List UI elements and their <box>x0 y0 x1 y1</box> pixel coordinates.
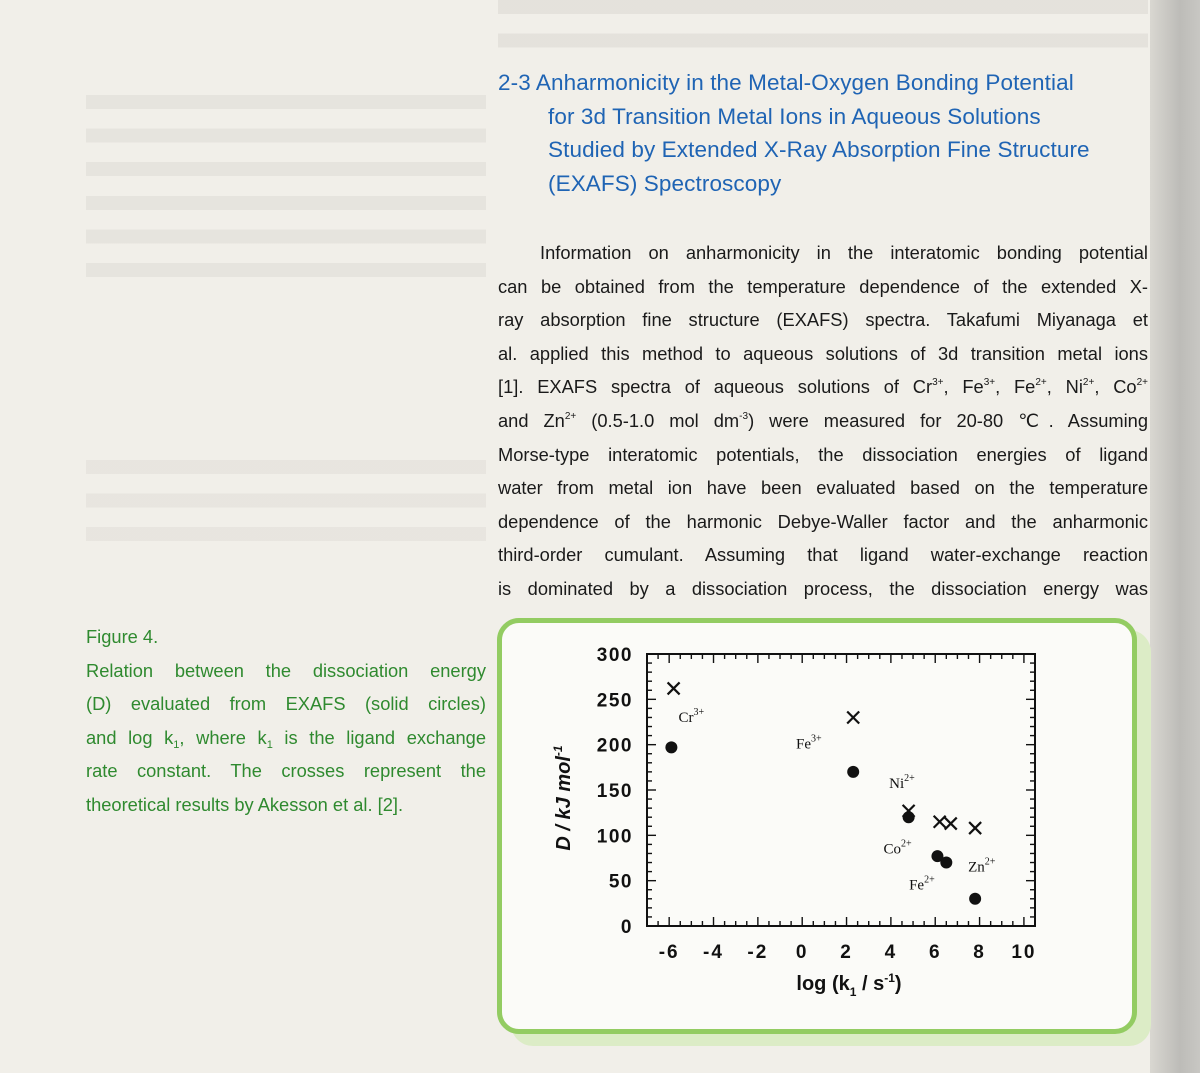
y-tick-label: 300 <box>596 645 633 666</box>
x-tick-label: 8 <box>973 942 986 963</box>
section-title-line-4: (EXAFS) Spectroscopy <box>548 170 782 196</box>
y-tick-label: 150 <box>596 781 633 802</box>
ion-label-sup: 3+ <box>811 733 822 745</box>
body-line-3: ray absorption fine structure (EXAFS) spectra. Takafumi Miyanaga et <box>498 309 1148 331</box>
x-tick-label: 2 <box>840 942 853 963</box>
x-axis-label <box>796 971 901 999</box>
body-line-6-text-b: (0.5-1.0 mol dm <box>576 409 740 431</box>
chart-labels <box>551 645 1036 999</box>
ion-label-base: Ni <box>889 776 905 793</box>
body-line-11: is dominated by a dissociation process, the dissociation energy was <box>498 577 1148 599</box>
x-tick-label: 4 <box>884 942 898 963</box>
ion-sep-1: , Fe <box>943 376 984 398</box>
data-point-cross-3 <box>934 816 946 828</box>
caption-line-2: (D) evaluated from EXAFS (solid circles) <box>86 693 486 715</box>
body-line-7: Morse-type interatomic potentials, the dissociation energies of ligand <box>498 443 1148 465</box>
ion-sep-2: , Fe <box>995 376 1036 398</box>
caption-heading: Figure 4. <box>86 626 159 647</box>
body-line-2: can be obtained from the temperature dependence of the extended X- <box>498 275 1148 297</box>
caption-line-1: Relation between the dissociation energy <box>86 659 486 681</box>
x-tick-label: -6 <box>658 942 680 963</box>
x-tick-label: 0 <box>795 942 809 963</box>
x-label-end: ) <box>894 973 902 995</box>
ion-label-co-3 <box>883 838 912 857</box>
x-label-prefix: log (k <box>796 973 850 995</box>
ion-label-sup: 2+ <box>984 856 996 868</box>
data-point-cross-4 <box>945 818 957 830</box>
body-line-10: third-order cumulant. Assuming that ligand water-exchange reaction <box>498 544 1148 566</box>
x-label-sub: 1 <box>849 985 857 999</box>
ion-label-cr-0 <box>679 707 705 726</box>
y-tick-label: 100 <box>596 826 633 848</box>
ion-charge-zn: 2+ <box>564 410 577 422</box>
x-label-suffix: / s <box>856 973 885 995</box>
ion-label-zn-5 <box>968 857 996 876</box>
ion-sep-3: , Ni <box>1046 376 1083 398</box>
ion-sep-4: , Co <box>1094 376 1137 398</box>
y-tick-label: 200 <box>596 735 633 757</box>
y-axis-label <box>551 745 575 850</box>
caption-line-4: rate constant. The crosses represent the <box>86 760 486 782</box>
x-tick-label: 6 <box>928 942 942 963</box>
caption-line-3-b: , where k <box>179 726 267 748</box>
ion-label-sup: 2+ <box>924 874 935 886</box>
x-label-sup: -1 <box>884 971 895 985</box>
ion-label-base: Fe <box>909 877 925 894</box>
ion-charge-cr: 3+ <box>932 377 944 389</box>
ion-label-base: Fe <box>796 736 812 753</box>
caption-line-5: theoretical results by Akesson et al. [2]. <box>86 793 404 815</box>
ion-charge-co: 2+ <box>1136 377 1148 389</box>
chart-axes <box>647 654 1035 926</box>
ion-label-base: Zn <box>968 859 985 876</box>
section-title-line-2: for 3d Transition Metal Ions in Aqueous Solutions <box>548 103 1041 129</box>
ion-label-base: Co <box>883 841 901 858</box>
body-line-8: water from metal ion have been evaluated based on the temperature <box>498 477 1148 499</box>
data-point-circle-5 <box>969 893 981 905</box>
ion-label-sup: 2+ <box>900 838 912 850</box>
data-point-circle-2 <box>903 811 915 823</box>
body-line-6-text-a: and Zn <box>498 409 565 431</box>
ion-label-base: Cr <box>678 710 694 726</box>
body-line-1: Information on anharmonicity in the interatomic bonding potential <box>540 242 1148 263</box>
ion-label-sup: 2+ <box>904 773 915 785</box>
ion-charge-fe2: 2+ <box>1035 377 1047 389</box>
y-tick-label: 50 <box>608 871 633 893</box>
y-label-sup: -1 <box>551 745 565 757</box>
data-point-cross-5 <box>969 822 981 834</box>
body-line-4: al. applied this method to aqueous solutions of 3d transition metal ions <box>498 342 1148 364</box>
chart-marks <box>665 682 981 904</box>
ion-charge-ni: 2+ <box>1082 377 1095 389</box>
y-tick-label: 250 <box>596 690 633 712</box>
plot-frame <box>647 654 1035 926</box>
section-title-line-3: Studied by Extended X-Ray Absorption Fine Structure <box>548 137 1090 162</box>
data-point-circle-0 <box>665 741 677 753</box>
data-point-circle-4 <box>940 857 952 869</box>
body-line-6-text-c: ) were measured for 20-80 ℃. Assuming <box>748 409 1149 431</box>
unit-exponent: -3 <box>739 410 749 422</box>
ion-label-fe-4 <box>909 875 935 894</box>
y-label-text: D / kJ mol <box>553 756 575 851</box>
caption-line-3-a: and log k <box>86 726 174 748</box>
section-title-line-1: 2-3 Anharmonicity in the Metal-Oxygen Bonding Potential <box>498 70 1074 95</box>
body-line-9: dependence of the harmonic Debye-Waller factor and the anharmonic <box>498 510 1148 532</box>
x-tick-label: 10 <box>1011 942 1037 963</box>
caption-sub-2: 1 <box>266 738 273 751</box>
ion-label-sup: 3+ <box>693 707 705 718</box>
caption-line-3-c: is the ligand exchange <box>272 726 487 748</box>
ion-label-ni-2 <box>889 773 915 792</box>
x-tick-label: -2 <box>747 942 769 963</box>
ion-charge-fe3: 3+ <box>983 377 996 389</box>
caption-sub-1: 1 <box>173 738 180 751</box>
body-line-5-text: [1]. EXAFS spectra of aqueous solutions of Cr <box>498 376 933 398</box>
y-tick-label: 0 <box>620 917 633 938</box>
data-point-circle-1 <box>847 766 859 778</box>
ion-label-fe-1 <box>796 733 822 752</box>
data-point-cross-1 <box>847 711 859 723</box>
x-tick-label: -4 <box>703 942 724 963</box>
data-point-cross-0 <box>668 682 680 694</box>
